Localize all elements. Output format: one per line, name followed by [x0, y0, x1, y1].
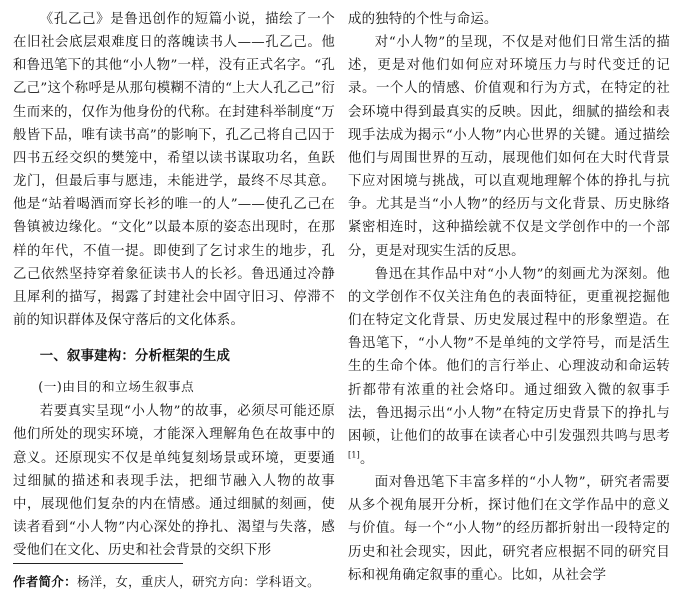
footnote-text: 杨洋，女，重庆人，研究方向：学科语文。	[76, 574, 320, 589]
right-column	[348, 8, 670, 587]
paragraph-luxun-portrayal-text: 鲁迅在其作品中对“小人物”的刻画尤为深刻。他的文学创作不仅关注角色的表面特征，更重视挖掘他们在特定文化背景、历史发展过程中的形象塑造。在鲁迅笔下，“小人物”不是单纯的文学符号，而是活生生的生命个体。他们的言行举止、心理波动和命运转折都带有浓重的社会烙印。通过细致入微的叙事手法，鲁迅揭示出“小人物”在特定历史背景下的挣扎与困顿，让他们的故事在读者心中引发强烈共鸣与思考	[348, 266, 670, 444]
continued-paragraph: 成的独特的个性与命运。	[348, 12, 498, 27]
paragraph-research-perspectives: 面对鲁迅笔下丰富多样的“小人物”，研究者需要从多个视角展开分析，探讨他们在文学作品中的意义与价值。每一个“小人物”的经历都折射出一段特定的历史和社会现实，因此，研究者应根据不同的研究目标和视角确定叙事的重心。比如，从社会学	[348, 475, 670, 583]
paragraph-end-punctuation: 。	[359, 451, 374, 467]
footnote-label: 作者简介：	[13, 574, 77, 589]
paragraph-luxun-portrayal	[348, 263, 670, 471]
left-column	[13, 8, 335, 562]
author-footnote	[13, 572, 653, 592]
subsection-heading: (一)由目的和立场生叙事点	[38, 379, 195, 395]
narrative-paragraph: 若要真实呈现“小人物”的故事，必须尽可能还原他们所处的现实环境，才能深入理解角色在故事中的意义。还原现实不仅是单纯复刻场景或环境，更要通过细腻的描述和表现手法，把细节融入人物的故事中，展现他们复杂的内在情感。通过细腻的刻画，使读者看到“小人物”内心深处的挣扎、渴望与失落，感受他们在文化、历史和社会背景的交织下形	[13, 404, 335, 559]
section-heading: 一、叙事建构：分析框架的生成	[39, 349, 231, 365]
footnote-divider	[13, 563, 183, 564]
paragraph-small-figures-presentation: 对“小人物”的呈现，不仅是对他们日常生活的描述，更是对他们如何应对环境压力与时代变迁的记录。一个人的情感、价值观和行为方式，在特定的社会环境中得到最真实的反映。因此，细腻的描绘和表现手法成为揭示“小人物”内心世界的关键。通过描绘他们与周围世界的互动，展现他们如何在大时代背景下应对困境与挑战，可以直观地理解个体的挣扎与抗争。尤其是当“小人物”的经历与文化背景、历史脉络紧密相连时，这种描绘就不仅是文学创作中的一个部分，更是对现实生活的反思。	[348, 35, 670, 259]
citation-marker: [1]	[348, 450, 360, 460]
intro-paragraph: 《孔乙己》是鲁迅创作的短篇小说，描绘了一个在旧社会底层艰难度日的落魄读书人——孔乙己。他和鲁迅笔下的其他“小人物”一样，没有正式名字。“孔乙己”这个称呼是从那句模糊不清的“上大人孔乙己”衍生而来的，仅作为他身份的代称。在封建科举制度“万般皆下品，唯有读书高”的影响下，孔乙己将自己囚于四书五经交织的樊笼中，希望以读书谋取功名，鱼跃龙门，但最后事与愿违，未能进学，最终不尽其意。他是“站着喝酒而穿长衫的唯一的人”——使孔乙己在鲁镇被边缘化。“文化”以最本原的姿态出现时，在那样的年代，不值一提。即使到了乞讨求生的地步，孔乙己依然坚持穿着象征读书人的长衫。鲁迅通过冷静且犀利的描写，揭露了封建社会中固守旧习、停滞不前的知识群体及保守落后的文化体系。	[13, 12, 335, 329]
